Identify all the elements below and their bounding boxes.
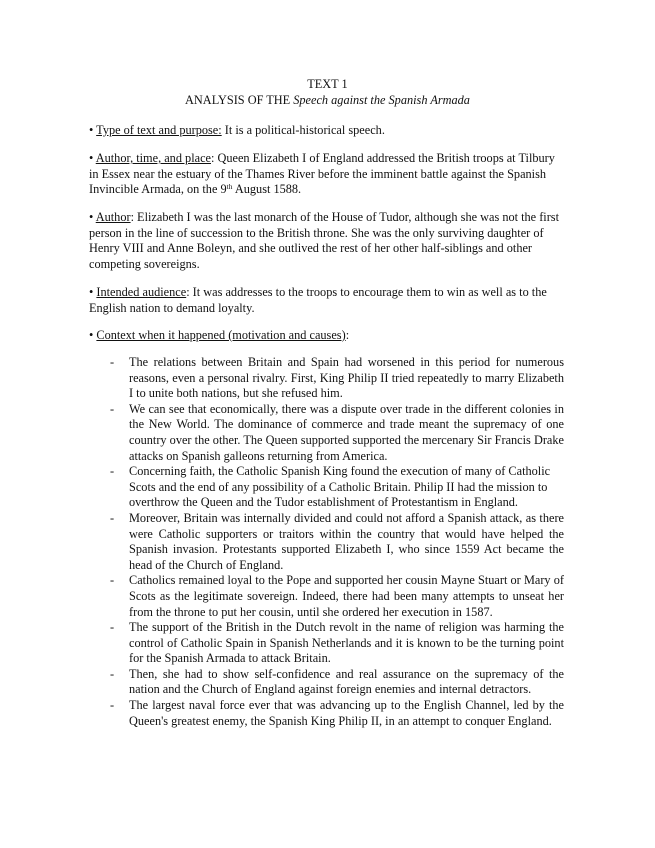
bullet-intended-audience: [89, 285, 567, 316]
bullet-text: : Queen Elizabeth I of England addressed the British troops at Tilbury in Essex near the estuary of the Thames River before the imminent battle against the Spanish Invincible Armada, on the 9: [89, 151, 555, 197]
bullet-label: Context when it happened (motivation and causes): [96, 328, 346, 342]
dash-symbol: -: [110, 355, 115, 369]
bullet-symbol: •: [89, 151, 94, 165]
list-item-text: Moreover, Britain was internally divided and could not afford a Spanish attack, as there were Catholic supporters or traitors within the country that would have helped the Spanish invasion. Protestants supported Elizabeth I, who since 1559 Act became the head of the Church of England.: [129, 510, 564, 572]
list-item: [110, 355, 564, 402]
dash-symbol: -: [110, 401, 115, 416]
bullet-symbol: •: [89, 123, 94, 137]
bullet-context: [89, 328, 567, 344]
list-item: [110, 464, 564, 511]
bullet-author: [89, 210, 567, 272]
list-item-text: We can see that economically, there was a dispute over trade in the different colonies in the New World. The dominance of commerce and trade meant the supremacy of one country over the other. The Queen supported supported the mercenary Sir Francis Drake attacks on Spanish galleons returning from America.: [129, 401, 564, 463]
bullet-text: It is a political-historical speech.: [221, 123, 385, 137]
bullet-label: Intended audience: [96, 285, 187, 299]
list-item-text: Catholics remained loyal to the Pope and supported her cousin Mayne Stuart or Mary of Scots as the legitimate sovereign. Indeed, there had been many attempts to unseat her from the throne to put her cousin, until she ordered her execution in 1587.: [129, 573, 564, 619]
bullet-text: : Elizabeth I was the last monarch of the House of Tudor, although she was not the first person in the line of succession to the British throne. She was the only surviving daughter of Henry VIII and Anne Boleyn, and she outlived the rest of her other half-siblings and other competing sovereigns.: [89, 210, 560, 271]
dash-symbol: -: [110, 464, 115, 479]
list-item: [110, 401, 564, 464]
list-item-text: The relations between Britain and Spain had worsened in this period for numerous reasons, even a personal rivalry. First, King Philip II tried repeatedly to marry Elizabeth I to unite both nations, but she refused him.: [129, 355, 564, 401]
bullet-symbol: •: [89, 328, 94, 342]
title-italic: Speech against the Spanish Armada: [293, 93, 470, 107]
list-item: [110, 666, 564, 698]
bullet-symbol: •: [89, 285, 94, 299]
title-prefix: ANALYSIS OF THE: [185, 93, 294, 107]
list-item: [110, 698, 564, 729]
title-line-1: TEXT 1: [307, 77, 348, 91]
bullet-label: Type of text and purpose:: [96, 123, 222, 137]
document-title: [0, 76, 655, 108]
dash-symbol: -: [110, 620, 115, 635]
dash-symbol: -: [110, 573, 115, 588]
list-item: [110, 510, 564, 573]
bullet-author-time-place: [89, 151, 567, 198]
list-item-text: The support of the British in the Dutch revolt in the name of religion was harming the control of Catholic Spain in Spanish Netherlands and it is known to be the turning point for the Spanish Armada to attack Britain.: [129, 620, 564, 666]
title-line-2: [0, 92, 655, 108]
bullet-text: : It was addresses to the troops to encourage them to win as well as to the English nation to demand loyalty.: [89, 285, 547, 315]
list-item: [110, 620, 564, 667]
list-item-text: Then, she had to show self-confidence and real assurance on the supremacy of the nation and the Church of England against foreign enemies and internal detractors.: [129, 666, 564, 697]
bullet-label: Author, time, and place: [95, 151, 211, 165]
dash-symbol: -: [110, 510, 115, 525]
bullet-text-end: August 1588.: [232, 182, 302, 197]
bullet-type-of-text: [89, 123, 567, 139]
list-item-text: Concerning faith, the Catholic Spanish King found the execution of many of Catholic Scots and the end of any possibility of a Catholic Britain. Philip II had the mission to overthrow the Queen and the Tudor establishment of Protestantism in England.: [129, 464, 551, 510]
dash-symbol: -: [110, 666, 115, 681]
context-list: [0, 355, 655, 729]
list-item-text: The largest naval force ever that was advancing up to the English Channel, led by the Queen's greatest enemy, the Spanish King Philip II, in an attempt to conquer England.: [129, 698, 564, 728]
bullet-symbol: •: [89, 210, 94, 224]
list-item: [110, 573, 564, 620]
ordinal-suffix: th: [226, 182, 233, 192]
dash-symbol: -: [110, 698, 115, 713]
bullet-text: :: [345, 328, 350, 342]
bullet-label: Author: [95, 210, 131, 224]
